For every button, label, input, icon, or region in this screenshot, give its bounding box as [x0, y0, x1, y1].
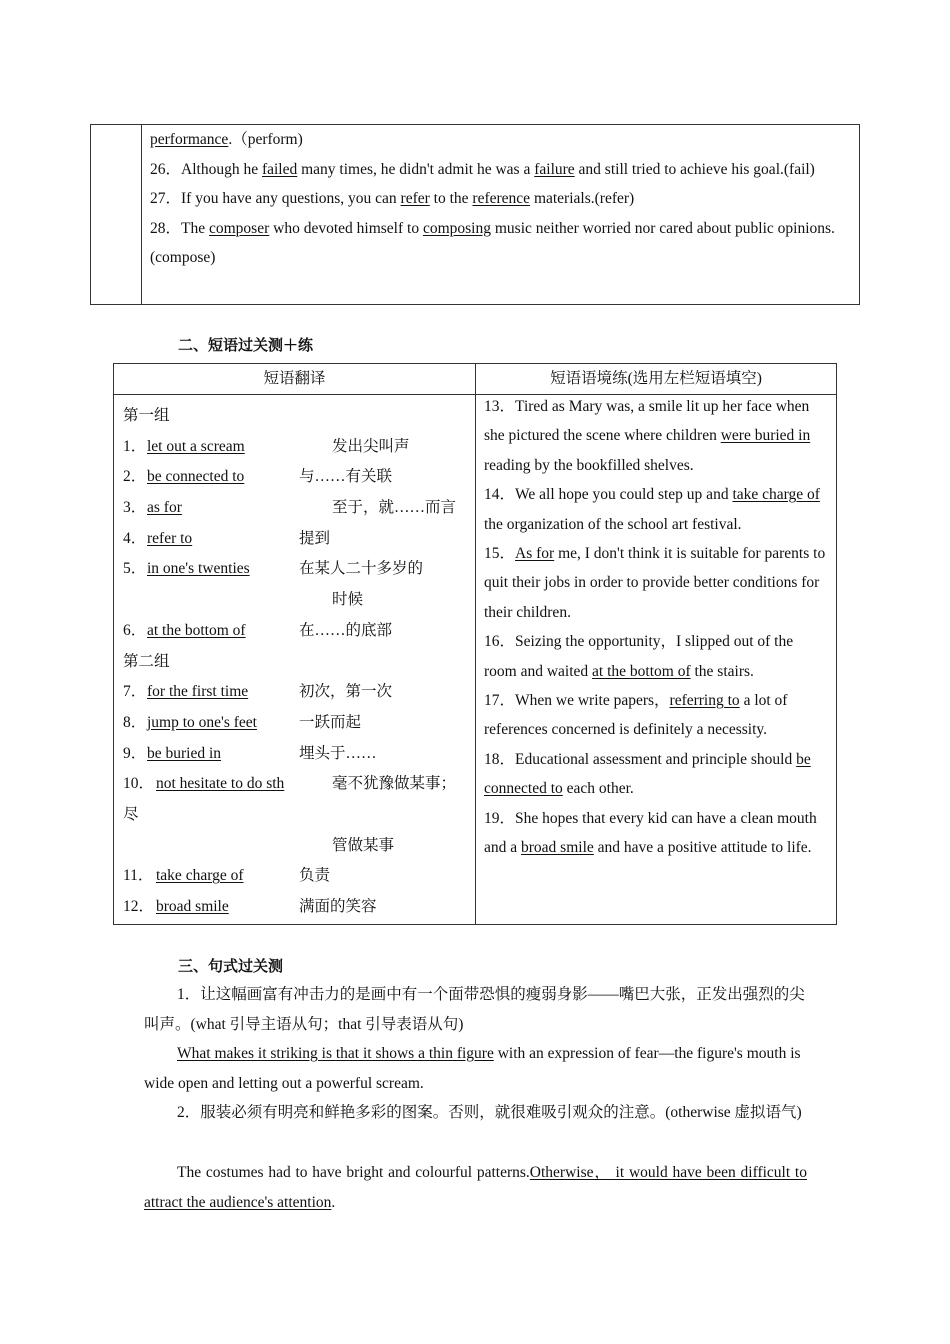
group-label: 第二组 — [123, 652, 170, 670]
q26: 26．Although he failed many times, he didn't admit he was a failure and still tried to achieve his goal.(fail) — [150, 160, 815, 178]
exercise-17: 17．When we write papers，referring to a lot of references concerned is definitely a necessity. — [484, 692, 788, 739]
table-column-divider — [475, 364, 476, 924]
section-3-title: 三、句式过关测 — [178, 957, 284, 975]
phrase-item: 6． at the bottom of 在……的底部 — [123, 621, 393, 639]
phrase-item-continued: 管做某事 — [332, 836, 395, 854]
q25-tail: performance.（perform) — [150, 131, 303, 148]
exercise-19: 19．She hopes that every kid can have a clean mouth and a broad smile and have a positive attitude to life. — [484, 809, 817, 857]
phrase-item: 1． let out a scream 发出尖叫声 — [123, 437, 410, 455]
sentence-1-answer: What makes it striking is that it shows a thin figure with an expression of fear—the figure's mouth is wide open and letting out a powerful scream. — [144, 1045, 801, 1092]
exercise-16: 16．Seizing the opportunity，I slipped out of the room and waited at the bottom of the stairs. — [484, 633, 794, 680]
sentence-2-prompt: 2．服装必须有明亮和鲜艳多彩的图案。否则，就很难吸引观众的注意。(otherwise 虚拟语气) — [177, 1104, 802, 1121]
exercise-13: 13．Tired as Mary was, a smile lit up her face when she pictured the scene where children were buried in reading by the bookfilled shelves. — [484, 398, 811, 474]
q28: 28．The composer who devoted himself to composing music neither worried nor cared about public opinions.(compose) — [150, 219, 835, 266]
group-label: 第一组 — [123, 407, 170, 424]
phrase-item-continued: 时候 — [332, 591, 364, 609]
sentence-2-answer: The costumes had to have bright and colourful patterns.Otherwise， it would have been difficult to attract the audience's attention. — [144, 1164, 807, 1211]
phrase-item: 12． broad smile 满面的笑容 — [123, 898, 377, 916]
exercise-15: 15．As for me, I don't think it is suitable for parents to quit their jobs in order to provide better conditions for their children. — [484, 545, 826, 621]
phrase-table — [113, 363, 837, 925]
table-column-divider — [141, 125, 142, 304]
header-phrase-practice: 短语语境练(选用左栏短语填空) — [550, 370, 762, 387]
sentence-1-prompt: 1．让这幅画富有冲击力的是画中有一个面带恐惧的瘦弱身影——嘴巴大张，正发出强烈的尖叫声。(what 引导主语从句；that 引导表语从句) — [144, 986, 805, 1033]
exercise-14: 14．We all hope you could step up and take charge of the organization of the school art festival. — [484, 486, 820, 533]
header-phrase-translation: 短语翻译 — [263, 370, 326, 387]
word-forms-table — [90, 124, 860, 305]
phrase-item: 2． be connected to 与……有关联 — [123, 468, 393, 486]
phrase-item: 4． refer to 提到 — [123, 529, 331, 547]
q27: 27．If you have any questions, you can refer to the reference materials.(refer) — [150, 190, 635, 207]
phrase-item: 5． in one's twenties 在某人二十多岁的 — [123, 560, 424, 578]
phrase-exercises — [484, 392, 826, 863]
phrase-item: 10． not hesitate to do sth 毫不犹豫做某事；尽 — [123, 775, 457, 823]
word-forms-cell — [150, 125, 841, 273]
phrase-list — [123, 401, 468, 923]
phrase-item: 3． as for 至于，就……而言 — [123, 499, 457, 517]
exercise-18: 18．Educational assessment and principle should be connected to each other. — [484, 750, 811, 798]
phrase-item: 11． take charge of 负责 — [123, 867, 331, 885]
phrase-item: 7． for the first time 初次，第一次 — [123, 683, 393, 701]
section-2-title: 二、短语过关测＋练 — [178, 336, 314, 354]
phrase-item: 8． jump to one's feet 一跃而起 — [123, 713, 362, 731]
phrase-item: 9． be buried in 埋头于…… — [123, 744, 377, 762]
